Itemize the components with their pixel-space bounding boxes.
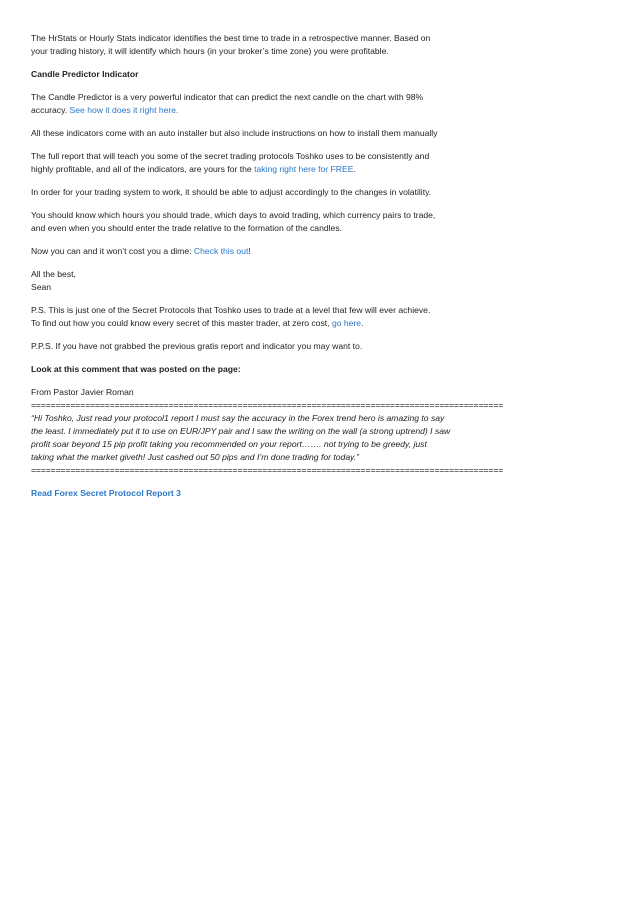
signoff (31, 268, 611, 294)
comment-quote (31, 412, 611, 464)
signoff-line: All the best, (31, 269, 76, 279)
quote-line: taking what the market giveth! Just cashed out 50 pips and I’m done trading for today.” (31, 452, 360, 462)
check-this-out-link[interactable]: Check this out (193, 246, 249, 256)
divider-top: ================================================================================================ (31, 400, 504, 410)
text-segment: . (361, 318, 364, 328)
text-line: The HrStats or Hourly Stats indicator identifies the best time to trade in a retrospective manner. Based on (31, 33, 431, 43)
quote-line: profit soar beyond 15 pip profit taking you recommended on your report……. not trying to be greedy, just (31, 439, 427, 449)
ps-paragraph (31, 304, 611, 330)
dime-paragraph (31, 245, 611, 258)
signoff-name: Sean (31, 282, 52, 292)
quote-line: the least. I immediately put it to use on EUR/JPY pair and I saw the writing on the wall (a strong uptrend) I saw (31, 426, 451, 436)
text-line: your trading history, it will identify which hours (in your broker’s time zone) you were profitable. (31, 46, 389, 56)
text-line: You should know which hours you should trade, which days to avoid trading, which currency pairs to trade, (31, 210, 436, 220)
go-here-link[interactable]: go here (331, 318, 362, 328)
quote-line: “Hi Toshko, Just read your protocol1 report I must say the accuracy in the Forex trend hero is amazing to say (31, 413, 445, 423)
text-line: and even when you should enter the trade relative to the formation of the candles. (31, 223, 343, 233)
text-line: The Candle Predictor is a very powerful indicator that can predict the next candle on the chart with 98% (31, 92, 424, 102)
comment-block (31, 386, 611, 477)
final-link-paragraph (31, 487, 611, 500)
divider-bottom: ================================================================================================ (31, 465, 504, 475)
installer-paragraph: All these indicators come with an auto installer but also include instructions on how to install them manually (31, 128, 438, 138)
candle-predictor-paragraph (31, 91, 611, 117)
text-line: The full report that will teach you some of the secret trading protocols Toshko uses to be consistently and (31, 151, 430, 161)
full-report-paragraph (31, 150, 611, 176)
text-segment: ! (248, 246, 251, 256)
comment-author: From Pastor Javier Roman (31, 387, 134, 397)
text-segment: accuracy. (31, 105, 70, 115)
read-report-3-link[interactable]: Read Forex Secret Protocol Report 3 (31, 488, 181, 498)
text-line: P.S. This is just one of the Secret Protocols that Toshko uses to trade at a level that few will ever achieve. (31, 305, 431, 315)
text-segment: Now you can and it won’t cost you a dime: (31, 246, 194, 256)
pps-paragraph: P.P.S. If you have not grabbed the previous gratis report and indicator you may want to. (31, 341, 363, 351)
see-how-link[interactable]: See how it does it right here. (69, 105, 179, 115)
document-body (31, 32, 611, 510)
free-report-link[interactable]: taking right here for FREE (254, 164, 354, 174)
know-hours-paragraph (31, 209, 611, 235)
candle-predictor-heading: Candle Predictor Indicator (31, 69, 139, 79)
text-segment: To find out how you could know every secret of this master trader, at zero cost, (31, 318, 332, 328)
comment-heading: Look at this comment that was posted on the page: (31, 364, 241, 374)
text-segment: highly profitable, and all of the indicators, are yours for the (31, 164, 255, 174)
volatility-paragraph: In order for your trading system to work, it should be able to adjust accordingly to the changes in volatility. (31, 187, 432, 197)
hrstats-paragraph (31, 32, 611, 58)
text-segment: . (353, 164, 356, 174)
